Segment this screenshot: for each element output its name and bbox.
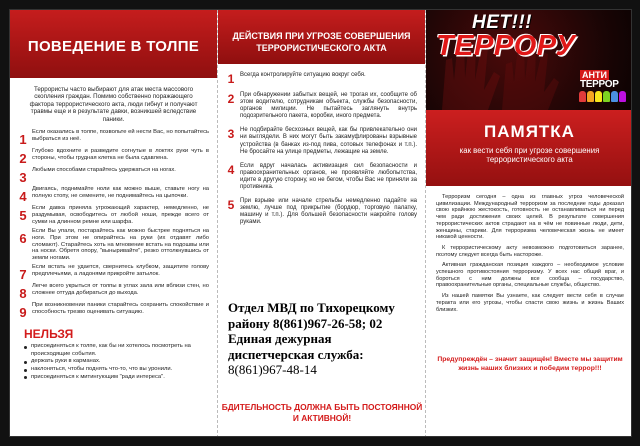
step-text: Если Вы упали, постарайтесь как можно быстрее подняться на ноги. При этом не опирайтесь на руки (их отдавят либо сломают). Старайтесь хоть на мгновение встать на подошвы или на носки. Обретя опору, "выныривайте", резко оттолкнувшись от земли ногами.: [32, 227, 209, 262]
rule-item: [222, 72, 417, 85]
dispatch-service-label: Единая дежурная диспетчерская служба:: [228, 331, 364, 362]
rule-text: Всегда контролируйте ситуацию вокруг себя.: [240, 72, 366, 78]
rule-number: 3: [227, 127, 235, 142]
leaflet-sheet: [9, 9, 632, 437]
rule-item: [222, 127, 417, 155]
step-item: [14, 148, 209, 165]
crowd-behavior-title: ПОВЕДЕНИЕ В ТОЛПЕ: [10, 10, 217, 78]
people-figures-icon: [579, 91, 626, 102]
step-number: 1: [19, 132, 27, 148]
step-item: [14, 167, 209, 184]
prohibited-item: наклоняться, чтобы поднять что-то, что вы уронили.: [24, 366, 211, 374]
rule-number: 2: [227, 92, 235, 106]
step-item: [14, 302, 209, 319]
prohibited-item: держать руки в карманах.: [24, 358, 211, 366]
rule-item: [222, 198, 417, 226]
step-number: 5: [19, 208, 27, 224]
prohibited-title: НЕЛЬЗЯ: [24, 327, 74, 342]
memo-body: [436, 194, 624, 317]
step-number: 3: [19, 170, 27, 186]
step-text: Если давка приняла угрожающий характер, немедленно, не раздумывая, освободитесь от любой ноши, прежде всего от сумки на длинном ремне или шарфа.: [32, 205, 209, 225]
memo-paragraph: К террористическому акту невозможно подготовиться заранее, поэтому следует всегда быть настороже.: [436, 244, 624, 258]
poster-no-text: НЕТ!!!: [472, 12, 532, 33]
memo-title: ПАМЯТКА: [484, 122, 575, 141]
poster-terror-text: ТЕРРОРУ: [436, 30, 576, 62]
rule-number: 4: [227, 162, 235, 177]
step-text: Двигаясь, поднимайте ноли как можно выше, ставьте ногу на полную стопу, не семените, не поднимайтесь на цыпочки.: [32, 186, 209, 199]
step-number: 6: [19, 230, 27, 246]
anti-terror-logo: [578, 68, 628, 104]
step-number: 9: [19, 305, 27, 321]
step-text: Легче всего укрыться от толпы в углах зала или вблизи стен, но сложнее оттуда добираться до выхода.: [32, 283, 209, 297]
crowd-intro: Террористы часто выбирают для атак места массового скопления граждан. Помимо собственно поражающего фактора террористического акта, люди гибнут и получают травмы еще и в результате давки, возникшей вследствие паники.: [29, 86, 198, 123]
rule-text: При обнаружении забытых вещей, не трогая их, сообщите об этом водителю, сотрудникам объекта, службы безопасности, органов милиции. Не пытайтесь заглянуть внутрь подозрительного пакета, коробки, иного предмета.: [240, 92, 417, 120]
step-item: [14, 129, 209, 146]
rule-text: При взрыве или начале стрельбы немедленно падайте на землю, лучше под прикрытие (бордюр, торговую палатку, машину и т.п.). Для большей безопасности накройте голову руками.: [240, 198, 417, 226]
memo-subtitle: как вести себя при угрозе совершения террористического акта: [459, 146, 600, 164]
prohibited-list: [10, 343, 217, 381]
left-column: [10, 10, 218, 437]
rule-text: Если вдруг началась активизация сил безопасности и правоохранительных органов, не проявляйте любопытства, идите в другую сторону, но не бегом, чтобы Вас не приняли за противника.: [240, 162, 417, 191]
step-number: 7: [19, 267, 27, 283]
step-text: Если встать не удается, свернитесь клубком, защитите голову предплечьями, а ладонями прикройте затылок.: [32, 264, 209, 278]
step-item: [14, 283, 209, 300]
closing-slogan: Предупреждён – значит защищён! Вместе мы защитим жизнь наших близких и победим террор!!!: [437, 356, 623, 372]
memo-paragraph: Активная гражданская позиция каждого – необходимое условие успешного противостояния терроризму. У всех нас общий враг, и бороться с ним должны все сообща – государство, правоохранительные органы, специальные службы, общество.: [436, 262, 624, 289]
crowd-steps: [10, 129, 217, 319]
rule-number: 5: [227, 198, 235, 213]
step-item: [14, 186, 209, 203]
rule-item: [222, 92, 417, 120]
prohibited-item: присоединяться к толпе, как бы ни хотелось посмотреть на происходящие события.: [24, 343, 211, 358]
memo-paragraph: Терроризм сегодня – одна из главных угроз человеческой цивилизации. Международный терроризм за последние годы доказал свою крайнюю жестокость, готовность не останавливаться ни перед чем ради достижения своих целей. В результате совершения террористических актов страдают на в чём не повинные люди, дети, женщины, старики. Для терроризма человеческая жизнь не имеет никакой ценности.: [436, 194, 624, 241]
step-text: При возникновении паники старайтесь сохранить спокойствие и способность трезво оценивать ситуацию.: [32, 302, 209, 316]
dispatch-service-phone: 8(861)967-48-14: [228, 362, 317, 378]
actions-rules: [218, 64, 425, 227]
right-column: [426, 10, 632, 437]
step-item: [14, 205, 209, 226]
step-text: Любыми способами старайтесь удержаться на ногах.: [32, 167, 176, 174]
anti-logo-label: АНТИ: [582, 70, 607, 80]
step-number: 2: [19, 151, 27, 167]
step-item: [14, 264, 209, 281]
vigilance-slogan: БДИТЕЛЬНОСТЬ ДОЛЖНА БЫТЬ ПОСТОЯННОЙ И АКТИВНОЙ!: [221, 402, 423, 423]
anti-terror-poster: [426, 10, 632, 110]
memo-header: [426, 110, 632, 186]
step-text: Глубоко вдохните и разведите согнутые в локтях руки чуть в стороны, чтобы грудная клетка не была сдавлена.: [32, 148, 209, 161]
police-contacts: [228, 300, 416, 378]
prohibited-item: присоединяться к митингующим "ради интереса".: [24, 374, 211, 382]
step-item: [14, 228, 209, 263]
step-text: Если оказались в толпе, позвольте ей нести Вас, но попытайтесь выбраться из неё.: [32, 129, 209, 142]
terror-logo-label: ТЕРРОР: [580, 79, 619, 90]
rule-text: Не подбирайте бесхозных вещей, как бы привлекательно они ни выглядели. В них могут быть закамуфлированы взрывные устройства (в банках из-под пива, сотовых телефонах и т.п.). Не бросайте на улице предметы, лежащие на земле.: [240, 127, 417, 155]
step-number: 8: [19, 286, 27, 302]
memo-paragraph: Из нашей памятки Вы узнаете, как следует вести себя в случае теракта или его угрозы, чтобы спасти свою жизнь и жизнь Ваших близких.: [436, 293, 624, 313]
police-department-phone: Отдел МВД по Тихорецкому району 8(861)967-26-58; 02: [228, 300, 395, 331]
rule-item: [222, 163, 417, 191]
middle-column: [218, 10, 426, 437]
step-number: 4: [19, 189, 27, 205]
actions-title: ДЕЙСТВИЯ ПРИ УГРОЗЕ СОВЕРШЕНИЯ ТЕРРОРИСТИЧЕСКОГО АКТА: [218, 10, 425, 64]
rule-number: 1: [227, 72, 235, 86]
